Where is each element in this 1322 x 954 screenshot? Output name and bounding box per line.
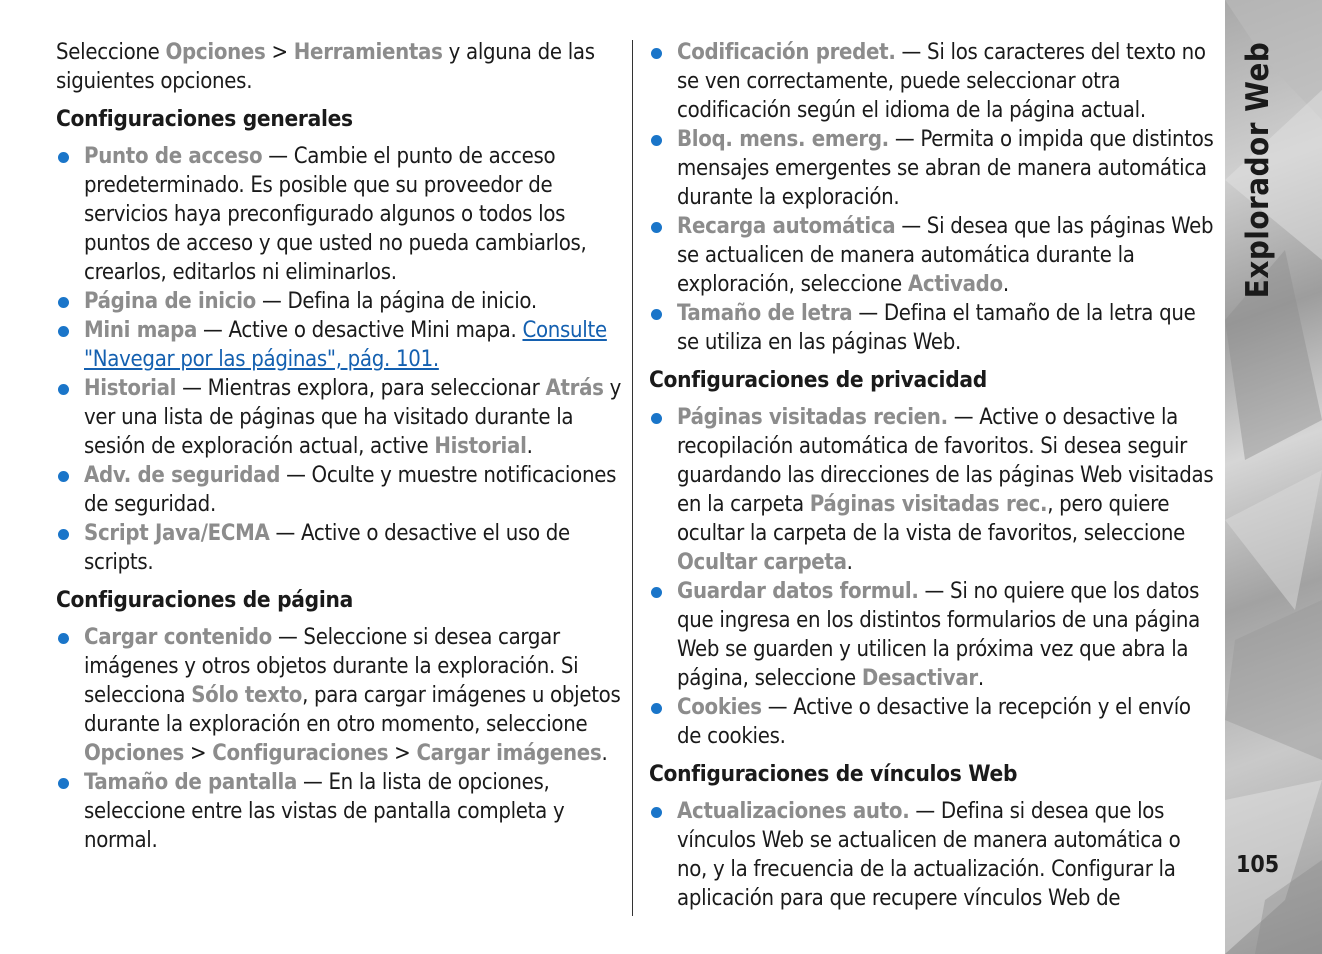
- page-settings-list-right: [649, 38, 1215, 357]
- cross-reference-link[interactable]: Consulte "Navegar por las páginas", pág. 101.: [84, 318, 607, 372]
- list-item-script-java: [56, 519, 622, 577]
- setting-description: .: [1002, 272, 1009, 297]
- list-item-cargar-contenido: [56, 623, 622, 768]
- setting-term: Historial: [84, 376, 177, 401]
- setting-term: Codificación predet.: [677, 40, 896, 65]
- menu-option-herramientas: Herramientas: [293, 40, 443, 65]
- list-item-codificacion: [649, 38, 1215, 125]
- setting-description: — En la lista de opciones, seleccione entre las vistas de pantalla completa y normal.: [84, 770, 565, 853]
- setting-description: .: [526, 434, 533, 459]
- section-title-text: Explorador Web: [1240, 41, 1277, 299]
- right-column: [649, 38, 1215, 913]
- intro-paragraph: [56, 38, 622, 96]
- weblinks-settings-list: [649, 797, 1215, 913]
- setting-term: Punto de acceso: [84, 144, 263, 169]
- setting-description: — Mientras explora, para seleccionar: [176, 376, 546, 401]
- setting-description: .: [846, 550, 853, 575]
- setting-term: Páginas visitadas recien.: [677, 405, 948, 430]
- section-title: [1228, 40, 1288, 300]
- privacy-settings-list: [649, 403, 1215, 751]
- list-item-tamano-pantalla: [56, 768, 622, 855]
- menu-separator: >: [388, 741, 417, 766]
- setting-description: — Defina la página de inicio.: [255, 289, 537, 314]
- list-item-pagina-inicio: [56, 287, 622, 316]
- list-item-paginas-visitadas: [649, 403, 1215, 577]
- menu-option-configuraciones: Configuraciones: [212, 741, 389, 766]
- setting-description: y ver una lista de páginas que ha visitado durante la sesión de exploración actual, active: [84, 376, 622, 459]
- setting-description: — Defina el tamaño de la letra que se utiliza en las páginas Web.: [677, 301, 1196, 355]
- setting-description: — Cambie el punto de acceso predeterminado. Es posible que su proveedor de servicios haya preconfigurado algunos o todos los puntos de acceso y que usted no pueda cambiarlos, crearlos, editarlos ni eliminarlos.: [84, 144, 587, 285]
- setting-term: Cookies: [677, 695, 762, 720]
- setting-term: Script Java/ECMA: [84, 521, 270, 546]
- page-settings-list-left: [56, 623, 622, 855]
- setting-term: Recarga automática: [677, 214, 896, 239]
- setting-description: — Defina si desea que los vínculos Web se actualicen de manera automática o no, y la frecuencia de la actualización. Configurar la aplicación para que recupere vínculos Web de: [677, 799, 1181, 911]
- setting-term: Página de inicio: [84, 289, 256, 314]
- setting-description: — Permita o impida que distintos mensajes emergentes se abran de manera automática durante la exploración.: [677, 127, 1214, 210]
- setting-description: — Si los caracteres del texto no se ven correctamente, puede seleccionar otra codificación según el idioma de la página actual.: [677, 40, 1206, 123]
- list-item-punto-acceso: [56, 142, 622, 287]
- menu-option-opciones: Opciones: [84, 741, 185, 766]
- menu-option-desactivar: Desactivar: [861, 666, 978, 691]
- setting-description: , para cargar imágenes u objetos durante la exploración en otro momento, seleccione: [84, 683, 621, 737]
- setting-description: — Si no quiere que los datos que ingresa en los distintos formularios de una página Web se guarden y utilicen la próxima vez que abra la página, seleccione: [677, 579, 1200, 691]
- setting-term: Adv. de seguridad: [84, 463, 281, 488]
- setting-term: Guardar datos formul.: [677, 579, 919, 604]
- setting-term: Bloq. mens. emerg.: [677, 127, 889, 152]
- list-item-bloq-mens: [649, 125, 1215, 212]
- setting-term: Cargar contenido: [84, 625, 272, 650]
- setting-description: — Active o desactive la recepción y el envío de cookies.: [677, 695, 1191, 749]
- setting-description: — Oculte y muestre notificaciones de seguridad.: [84, 463, 617, 517]
- menu-option-cargar-imagenes: Cargar imágenes: [416, 741, 602, 766]
- setting-description: — Active o desactive el uso de scripts.: [84, 521, 570, 575]
- list-item-actualizaciones: [649, 797, 1215, 913]
- list-item-tamano-letra: [649, 299, 1215, 357]
- setting-term: Actualizaciones auto.: [677, 799, 910, 824]
- heading-general: Configuraciones generales: [56, 106, 353, 132]
- intro-text: Seleccione: [56, 40, 166, 65]
- list-item-guardar-datos: [649, 577, 1215, 693]
- menu-separator: >: [184, 741, 213, 766]
- menu-option-activado: Activado: [907, 272, 1003, 297]
- setting-description: , pero quiere ocultar la carpeta de la vista de favoritos, seleccione: [677, 492, 1186, 546]
- list-item-recarga: [649, 212, 1215, 299]
- heading-privacy: Configuraciones de privacidad: [649, 367, 987, 393]
- menu-option-historial: Historial: [434, 434, 527, 459]
- menu-option-ocultar-carpeta: Ocultar carpeta: [677, 550, 847, 575]
- setting-term: Mini mapa: [84, 318, 198, 343]
- list-item-cookies: [649, 693, 1215, 751]
- setting-description: — Active o desactive la recopilación automática de favoritos. Si desea seguir guardando las direcciones de las páginas Web visitadas en la carpeta: [677, 405, 1214, 517]
- column-divider: [632, 40, 633, 916]
- heading-weblinks: Configuraciones de vínculos Web: [649, 761, 1018, 787]
- list-item-mini-mapa: [56, 316, 622, 374]
- general-settings-list: [56, 142, 622, 577]
- menu-option-paginas-visitadas: Páginas visitadas rec.: [809, 492, 1048, 517]
- list-item-historial: [56, 374, 622, 461]
- setting-term: Tamaño de pantalla: [84, 770, 297, 795]
- menu-separator: >: [265, 40, 294, 65]
- heading-page: Configuraciones de página: [56, 587, 353, 613]
- page-number: 105: [1236, 852, 1280, 878]
- setting-description: .: [601, 741, 608, 766]
- setting-description: — Si desea que las páginas Web se actualicen de manera automática durante la exploración, seleccione: [677, 214, 1214, 297]
- menu-option-opciones: Opciones: [165, 40, 266, 65]
- setting-description: .: [977, 666, 984, 691]
- list-item-adv-seguridad: [56, 461, 622, 519]
- intro-text-end: y alguna de las siguientes opciones.: [56, 40, 595, 94]
- setting-description: — Active o desactive Mini mapa.: [197, 318, 523, 343]
- menu-option-atras: Atrás: [545, 376, 604, 401]
- menu-option-solo-texto: Sólo texto: [191, 683, 303, 708]
- setting-term: Tamaño de letra: [677, 301, 853, 326]
- setting-description: — Seleccione si desea cargar imágenes y otros objetos durante la exploración. Si selecciona: [84, 625, 579, 708]
- left-column: [56, 38, 622, 855]
